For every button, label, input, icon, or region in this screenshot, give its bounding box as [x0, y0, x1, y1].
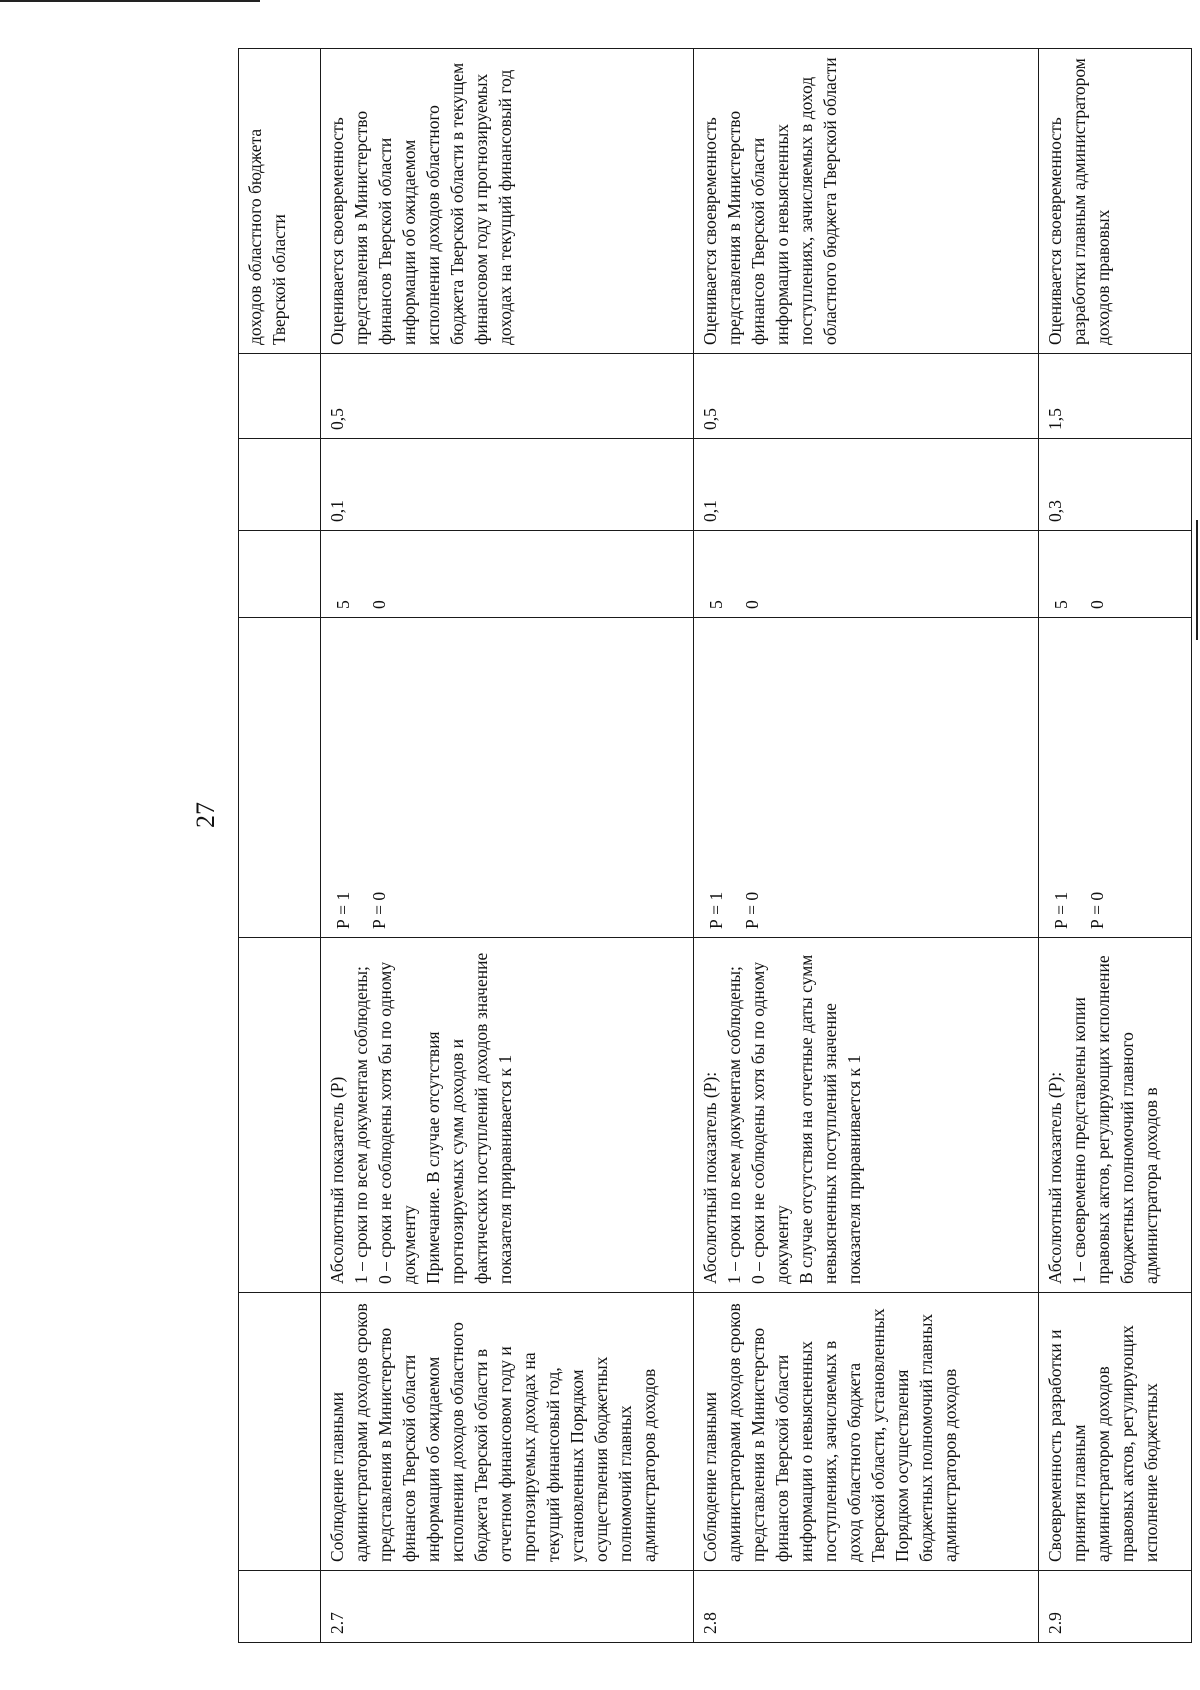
row-method-cell — [1039, 938, 1192, 1293]
row-max: 1,5 — [1045, 408, 1065, 430]
cont-method-cell — [239, 938, 321, 1293]
row-num: 2.9 — [1045, 1612, 1065, 1634]
table-row-continuation — [239, 49, 321, 1643]
row-weight: 0,1 — [327, 500, 347, 522]
value-line: 0 — [742, 600, 762, 609]
row-max-cell — [1039, 354, 1192, 439]
row-max: 0,5 — [700, 408, 720, 430]
cont-num-cell — [239, 1571, 321, 1643]
row-values-cell — [321, 531, 694, 618]
value-line: 5 — [706, 600, 726, 609]
row-comment: Оценивается своевременность представления в Министерство финансов Тверской области информации о невыясненных поступлениях, зачисляемых в доход областного бюджета Тверской области — [700, 57, 840, 345]
cont-values-cell — [239, 531, 321, 618]
formula-line: Р = 1 — [1051, 891, 1071, 929]
method-line: Примечание. В случае отсутствия прогнозируемых сумм доходов и фактических поступлений доходов значение показателя приравнивается к 1 — [423, 952, 515, 1284]
row-values-cell — [1039, 531, 1192, 618]
row-comment-cell — [321, 49, 694, 354]
row-comment: Оценивается своевременность разработки главным администратором доходов правовых — [1045, 58, 1113, 345]
method-line: 1 – своевременно представлены копии правовых актов, регулирующих исполнение бюджетных полномочий главного администратора доходов в — [1069, 955, 1161, 1284]
row-max-cell — [694, 354, 1039, 439]
scan-edge-top — [0, 0, 260, 2]
row-comment-cell — [694, 49, 1039, 354]
row-num: 2.8 — [700, 1612, 720, 1634]
row-max-cell — [321, 354, 694, 439]
row-weight-cell — [321, 439, 694, 531]
row-values-cell — [694, 531, 1039, 618]
row-name-cell — [694, 1293, 1039, 1571]
cont-comment-cell — [239, 49, 321, 354]
method-line: 0 – сроки не соблюдены хотя бы по одному документу — [375, 961, 419, 1284]
row-formula-cell — [1039, 618, 1192, 938]
value-line: 5 — [333, 600, 353, 609]
row-comment: Оценивается своевременность представления в Министерство финансов Тверской области информации об ожидаемом исполнении доходов областного бюджета Тверской области в текущем финансовом году и прогнозируемых доходах на текущий финансовый год — [327, 62, 515, 345]
row-weight: 0,1 — [700, 500, 720, 522]
formula-line: Р = 1 — [333, 891, 353, 929]
cont-formula-cell — [239, 618, 321, 938]
method-line: В случае отсутствия на отчетные даты сумм невыясненных поступлений значение показателя приравнивается к 1 — [796, 954, 864, 1284]
row-num: 2.7 — [327, 1612, 347, 1634]
row-num-cell — [321, 1571, 694, 1643]
row-method-cell — [321, 938, 694, 1293]
row-name: Соблюдение главными администраторами доходов сроков представления в Министерство финансов Тверской области информации о невыясненных поступлениях, зачисляемых в доход областного бюджета Тверской области, установленных Порядком осуществления бюджетных полномочий главных администраторов доходов — [700, 1303, 960, 1562]
row-name-cell — [1039, 1293, 1192, 1571]
table-row — [694, 49, 1039, 1643]
value-line: 0 — [1087, 600, 1107, 609]
method-line: Абсолютный показатель (Р) — [327, 1076, 347, 1284]
formula-line: Р = 0 — [369, 891, 389, 929]
method-line: Абсолютный показатель (Р): — [1045, 1071, 1065, 1284]
cont-comment-text: доходов областного бюджета Тверской области — [245, 128, 289, 345]
cont-name-cell — [239, 1293, 321, 1571]
cont-max-cell — [239, 354, 321, 439]
row-num-cell — [694, 1571, 1039, 1643]
table-row — [321, 49, 694, 1643]
row-formula-cell — [321, 618, 694, 938]
row-method-cell — [694, 938, 1039, 1293]
row-num-cell — [1039, 1571, 1192, 1643]
formula-line: Р = 0 — [742, 891, 762, 929]
method-line: 1 – сроки по всем документам соблюдены; — [351, 966, 371, 1284]
row-formula-cell — [694, 618, 1039, 938]
row-weight: 0,3 — [1045, 500, 1065, 522]
method-line: Абсолютный показатель (Р): — [700, 1071, 720, 1284]
cont-weight-cell — [239, 439, 321, 531]
row-name: Своевременность разработки и принятия главным администратором доходов правовых актов, регулирующих исполнение бюджетных — [1045, 1325, 1161, 1562]
formula-line: Р = 0 — [1087, 891, 1107, 929]
indicator-table — [238, 48, 1192, 1643]
value-line: 0 — [369, 600, 389, 609]
page-number: 27 — [191, 802, 220, 828]
value-line: 5 — [1051, 600, 1071, 609]
row-name-cell — [321, 1293, 694, 1571]
method-line: 0 – сроки не соблюдены хотя бы по одному документу — [748, 961, 792, 1284]
row-name: Соблюдение главными администраторами доходов сроков представления в Министерство финансов Тверской области информации об ожидаемом исполнении доходов областного бюджета Тверской области в отчетном финансовом году и прогнозируемых доходах на текущий финансовый год, установленных Порядком осуществления бюджетных полномочий главных администраторов доходов — [327, 1303, 659, 1562]
formula-line: Р = 1 — [706, 891, 726, 929]
table-row — [1039, 49, 1192, 1643]
row-comment-cell — [1039, 49, 1192, 354]
method-line: 1 – сроки по всем документам соблюдены; — [724, 966, 744, 1284]
row-max: 0,5 — [327, 408, 347, 430]
scan-edge-right — [1196, 520, 1198, 640]
row-weight-cell — [694, 439, 1039, 531]
indicator-table-rotated — [238, 49, 1191, 1643]
row-weight-cell — [1039, 439, 1192, 531]
